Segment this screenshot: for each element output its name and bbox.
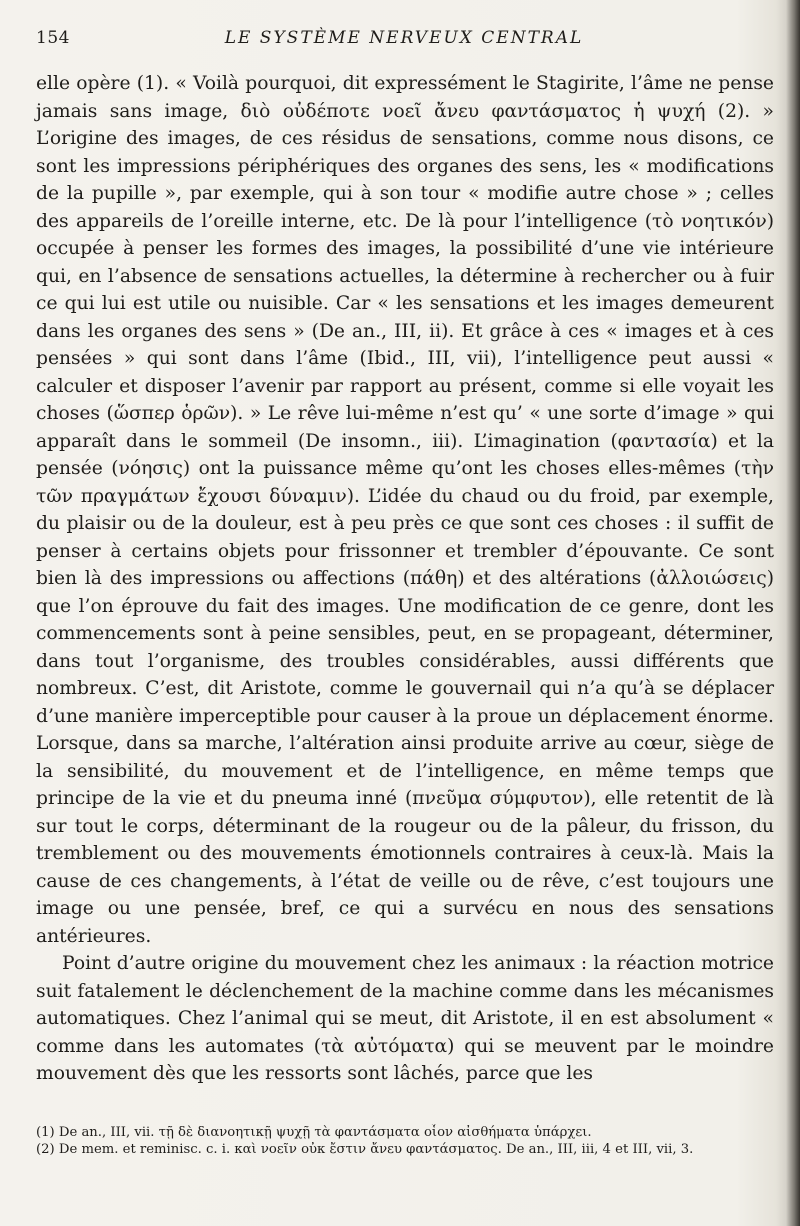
footnote-2: (2) De mem. et reminisc. c. i. καὶ νοεῖν οὐκ ἔστιν ἄνευ φαντάσματος. De an., III, iii, 4 et III, vii, 3. xyxy=(36,1142,694,1157)
footnote-1: (1) De an., III, vii. τῇ δὲ διανοητικῇ ψυχῇ τὰ φαντάσματα οἷον αἰσθήματα ὑπάρχει. xyxy=(36,1125,592,1140)
body-text xyxy=(36,70,774,1088)
paragraph: elle opère (1). « Voilà pourquoi, dit expressément le Stagirite, l’âme ne pense jamais sans image, διὸ οὐδέποτε νοεῖ ἄνευ φαντάσματος ἡ ψυχή (2). » L’origine des images, de ces résidus de sensations, comme nous disons, ce sont les impressions périphériques des organes des sens, les « modifications de la pupille », par exemple, qui à son tour « modifie autre chose » ; celles des appareils de l’oreille interne, etc. De là pour l’intelligence (τὸ νοητικόν) occupée à penser les formes des images, la possibilité d’une vie intérieure qui, en l’absence de sensations actuelles, la détermine à rechercher ou à fuir ce qui lui est utile ou nuisible. Car « les sensations et les images demeurent dans les organes des sens » (De an., III, ii). Et grâce à ces « images et à ces pensées » qui sont dans l’âme (Ibid., III, vii), l’intelligence peut aussi « calculer et disposer l’avenir par rapport au présent, comme si elle voyait les choses (ὥσπερ ὁρῶν). » Le rêve lui-même n’est qu’ « une sorte d’image » qui apparaît dans le sommeil (De insomn., iii). L’imagination (φαντασία) et la pensée (νόησις) ont la puissance même qu’ont les choses elles-mêmes (τὴν τῶν πραγμάτων ἔχουσι δύναμιν). L’idée du chaud ou du froid, par exemple, du plaisir ou de la douleur, est à peu près ce que sont ces choses : il suffit de penser à certains objets pour frissonner et trembler d’épouvante. Ce sont bien là des impressions ou affections (πάθη) et des altérations (ἀλλοιώσεις) que l’on éprouve du fait des images. Une modification de ce genre, dont les commencements sont à peine sensibles, peut, en se propageant, déterminer, dans tout l’organisme, des troubles considérables, aussi différents que nombreux. C’est, dit Aristote, comme le gouvernail qui n’a qu’à se déplacer d’une manière imperceptible pour causer à la proue un déplacement énorme. Lorsque, dans sa marche, l’altération ainsi produite arrive au cœur, siège de la sensibilité, du mouvement et de l’intelligence, en même temps que principe de la vie et du pneuma inné (πνεῦμα σύμφυτον), elle retentit de là sur tout le corps, déterminant de la rougeur ou de la pâleur, du frisson, du tremblement ou des mouvements émotionnels contraires à ceux-là. Mais la cause de ces changements, à l’état de veille ou de rêve, c’est toujours une image ou une pensée, bref, ce qui a survécu en nous des sensations antérieures. xyxy=(36,73,774,947)
page-header xyxy=(36,28,772,54)
running-head: LE SYSTÈME NERVEUX CENTRAL xyxy=(224,28,584,48)
paragraph: Point d’autre origine du mouvement chez les animaux : la réaction motrice suit fatalement le déclenchement de la machine comme dans les mécanismes automatiques. Chez l’animal qui se meut, dit Aristote, il en est absolument « comme dans les automates (τὰ αὐτόματα) qui se meuvent par le moindre mouvement dès que les ressorts sont lâchés, parce que les xyxy=(36,953,774,1084)
page-number: 154 xyxy=(36,28,70,48)
page-edge-shadow xyxy=(786,0,800,1226)
footnotes xyxy=(36,1124,774,1158)
